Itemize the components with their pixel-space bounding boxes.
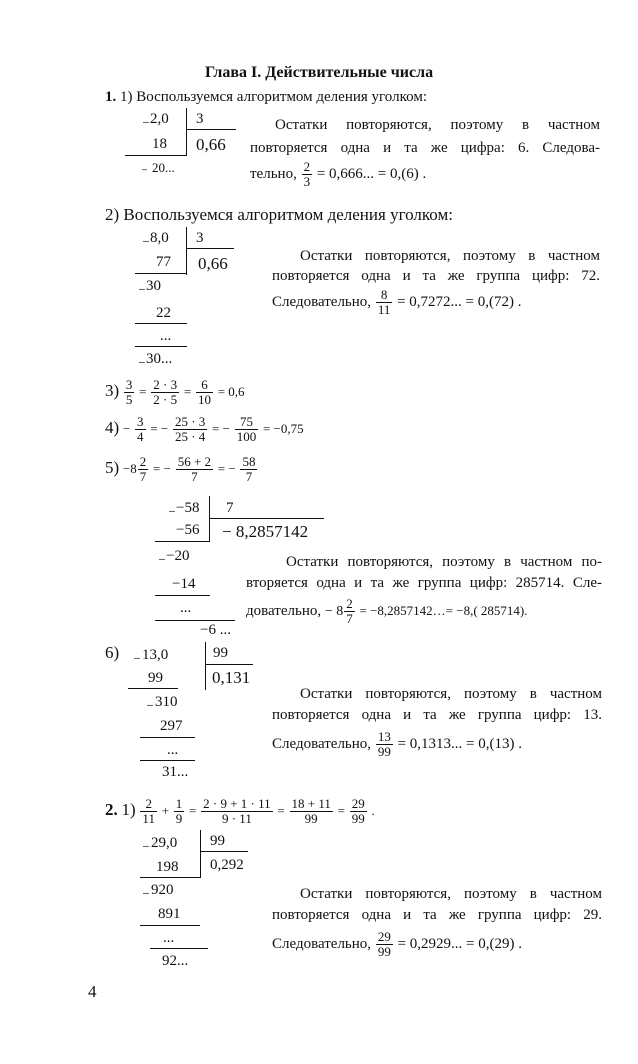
subtrahend: 77 xyxy=(156,254,171,270)
explanation-6: Остатки повторяются, поэтому в частном xyxy=(300,686,602,702)
conclusion-2: Следовательно, $\frac{8}{11}$ = 0,7272... = 0,(72) . xyxy=(272,287,522,317)
task-number: 1. xyxy=(105,89,117,105)
explanation-2: Остатки повторяются, поэтому в частном xyxy=(300,248,600,264)
divisor: 3 xyxy=(196,230,204,246)
item-5: 5) −8 $\frac{2}{7}$ = − $\frac{56 + 2}{7}$ = − $\frac{58}{7}$ xyxy=(105,454,256,484)
explanation-1: Остатки повторяются, поэтому в частном xyxy=(275,117,600,133)
item-label: 1) Воспользуемся алгоритмом деления уголком: xyxy=(120,89,427,105)
explanation-1b: повторяется одна и та же цифра: 6. Следова- xyxy=(250,140,600,156)
quotient: 0,66 xyxy=(196,135,226,154)
conclusion-7: Следовательно, $\frac{29}{99}$ = 0,2929... = 0,(29) . xyxy=(272,929,522,959)
task1-label-line xyxy=(105,89,427,106)
divisor: 3 xyxy=(196,111,204,127)
conclusion-6: Следовательно, $\frac{13}{99}$ = 0,1313... = 0,(13) . xyxy=(272,729,522,759)
explanation-2b: повторяется одна и та же группа цифр: 72. xyxy=(272,268,600,284)
chapter-title: Глава I. Действительные числа xyxy=(205,64,434,81)
quotient: 0,66 xyxy=(198,254,228,273)
explanation-5b: вторяется одна и та же группа цифр: 285714. Сле- xyxy=(246,575,602,591)
task2-item-1: 2. 1) $\frac{2}{11}$ + $\frac{1}{9}$ = $\frac{2 \cdot 9 + 1 \cdot 11}{9 \cdot 11}$ = $\frac{18 + 11}{99}$ = $\frac{29}{99}$ . xyxy=(105,796,375,826)
item-3: 3) $\frac{3}{5}$ = $\frac{2 \cdot 3}{2 \cdot 5}$ = $\frac{6}{10}$ = 0,6 xyxy=(105,377,245,407)
subtrahend: 18 xyxy=(152,136,167,152)
dividend: 2,0 xyxy=(150,111,169,127)
remainder: 20... xyxy=(152,160,175,175)
page-number: 4 xyxy=(88,982,97,1001)
explanation-5: Остатки повторяются, поэтому в частном по- xyxy=(286,554,602,570)
explanation-6b: повторяется одна и та же группа цифр: 13. xyxy=(272,707,602,723)
conclusion-1: тельно, $\frac{2}{3}$ = 0,666... = 0,(6) . xyxy=(250,159,427,189)
item-label: 2) Воспользуемся алгоритмом деления уголком: xyxy=(105,205,453,224)
conclusion-5: довательно, − 8 $\frac{2}{7}$ = −8,2857142…= −8,( 285714). xyxy=(246,596,528,626)
item-label: 6) xyxy=(105,643,120,662)
explanation-7: Остатки повторяются, поэтому в частном xyxy=(300,886,602,902)
dividend: 8,0 xyxy=(150,230,169,246)
explanation-7b: повторяется одна и та же группа цифр: 29. xyxy=(272,907,602,923)
item-4: 4) − $\frac{3}{4}$ = − $\frac{25 \cdot 3}{25 \cdot 4}$ = − $\frac{75}{100}$ = −0,75 xyxy=(105,414,304,444)
